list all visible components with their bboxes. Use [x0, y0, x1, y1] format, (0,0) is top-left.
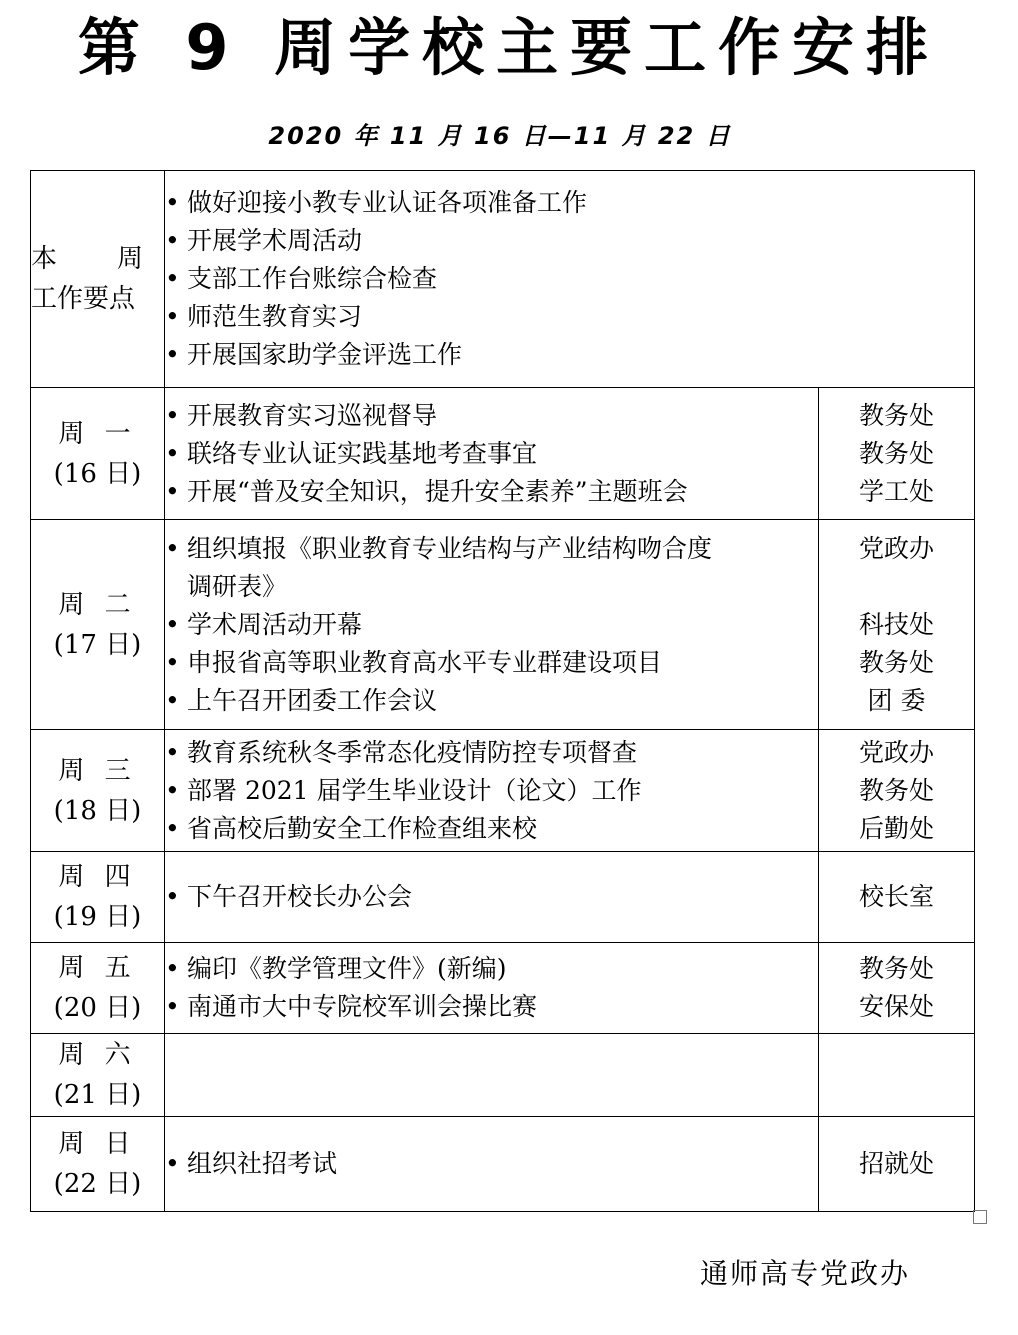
day-row	[31, 730, 975, 852]
weekday: 周 二	[58, 589, 137, 620]
focus-items	[165, 171, 975, 388]
dept-list	[819, 730, 975, 852]
day-label	[31, 1034, 165, 1117]
task-item	[165, 1145, 818, 1183]
bullet-icon: •	[165, 992, 180, 1021]
task-list	[165, 388, 819, 520]
task-text: 教育系统秋冬季常态化疫情防控专项督查	[187, 737, 638, 767]
dept-list	[819, 1034, 975, 1117]
bullet-icon: •	[165, 302, 180, 331]
task-list	[165, 1117, 819, 1212]
task-text: 省高校后勤安全工作检查组来校	[187, 813, 538, 843]
focus-label	[31, 171, 165, 388]
day-date: (20 日)	[53, 993, 142, 1023]
day-date: (19 日)	[53, 902, 142, 932]
task-item	[165, 473, 818, 511]
bullet-icon: •	[165, 685, 180, 715]
day-date: (16 日)	[53, 458, 142, 489]
dept-name: 教务处	[859, 775, 935, 805]
schedule-table	[30, 170, 975, 1212]
weekday: 周 一	[58, 418, 137, 449]
focus-item	[165, 336, 974, 374]
task-item	[165, 530, 818, 568]
task-item	[165, 988, 818, 1026]
dept-name: 党政办	[859, 737, 935, 767]
focus-item	[165, 184, 974, 222]
focus-item-text: 开展学术周活动	[187, 226, 363, 255]
focus-row	[31, 171, 975, 388]
dept-name: 教务处	[859, 954, 935, 983]
dept-list	[819, 943, 975, 1034]
bullet-icon: •	[165, 647, 180, 677]
bullet-icon: •	[165, 340, 180, 369]
bullet-icon: •	[165, 264, 180, 293]
weekday: 周 六	[58, 1040, 137, 1070]
task-item	[165, 878, 818, 916]
weekday: 周 日	[58, 1129, 137, 1159]
day-row	[31, 1117, 975, 1212]
task-text: 组织社招考试	[187, 1149, 338, 1178]
dept-name: 学工处	[859, 476, 935, 506]
dept-list	[819, 520, 975, 730]
day-row	[31, 388, 975, 520]
task-text: 组织填报《职业教育专业结构与产业结构吻合度	[187, 533, 713, 563]
dept-name: 后勤处	[859, 813, 935, 843]
bullet-icon: •	[165, 226, 180, 255]
bullet-icon: •	[165, 737, 180, 767]
focus-item-text: 开展国家助学金评选工作	[187, 340, 463, 369]
bullet-icon: •	[165, 882, 180, 911]
dept-list	[819, 388, 975, 520]
focus-label-line1: 本周	[31, 244, 143, 274]
task-item	[165, 682, 818, 720]
task-text: 部署 2021 届学生毕业设计（论文）工作	[187, 775, 642, 805]
bullet-icon: •	[165, 188, 180, 217]
page-title: 第 9 周学校主要工作安排	[77, 11, 941, 84]
bullet-icon: •	[165, 533, 180, 563]
dept-name: 招就处	[859, 1149, 935, 1178]
dept-name: 安保处	[859, 992, 935, 1021]
bullet-icon: •	[165, 954, 180, 983]
footer-signature: 通师高专党政办	[700, 1257, 911, 1290]
dept-name: 科技处	[859, 609, 935, 639]
task-text: 开展教育实习巡视督导	[187, 400, 438, 430]
day-date: (22 日)	[53, 1169, 142, 1199]
bullet-icon: •	[165, 400, 180, 430]
focus-item-text: 师范生教育实习	[187, 302, 363, 331]
task-list	[165, 1034, 819, 1117]
task-text: 学术周活动开幕	[187, 609, 363, 639]
dept-list	[819, 852, 975, 943]
day-label	[31, 388, 165, 520]
day-label	[31, 1117, 165, 1212]
task-item	[165, 644, 818, 682]
dept-name: 校长室	[859, 882, 935, 911]
dept-name: 党政办	[859, 533, 935, 563]
day-row	[31, 943, 975, 1034]
task-item	[165, 606, 818, 644]
focus-item-text: 做好迎接小教专业认证各项准备工作	[187, 188, 588, 217]
day-label	[31, 943, 165, 1034]
task-item	[165, 734, 818, 772]
day-date: (17 日)	[53, 629, 142, 660]
bullet-icon: •	[165, 438, 180, 468]
task-text: 编印《教学管理文件》(新编)	[187, 954, 507, 983]
bullet-icon: •	[165, 775, 180, 805]
task-list	[165, 852, 819, 943]
task-text: 调研表》	[187, 571, 288, 601]
day-label	[31, 852, 165, 943]
focus-label-line2: 工作要点	[31, 284, 136, 314]
task-text: 下午召开校长办公会	[187, 882, 413, 911]
table-resize-handle[interactable]	[973, 1210, 987, 1224]
task-item	[165, 950, 818, 988]
dept-spacer	[819, 568, 974, 606]
day-row	[31, 852, 975, 943]
day-row	[31, 520, 975, 730]
day-date: (18 日)	[53, 795, 142, 826]
task-list	[165, 520, 819, 730]
bullet-icon: •	[165, 476, 180, 506]
task-text: 联络专业认证实践基地考查事宜	[187, 438, 538, 468]
dept-list	[819, 1117, 975, 1212]
weekday: 周 四	[58, 862, 137, 892]
focus-item	[165, 260, 974, 298]
task-list	[165, 730, 819, 852]
task-item	[165, 810, 818, 848]
weekday: 周 三	[58, 755, 137, 786]
bullet-icon: •	[165, 813, 180, 843]
task-text: 上午召开团委工作会议	[187, 685, 438, 715]
bullet-icon: •	[165, 609, 180, 639]
task-text: 开展“普及安全知识，提升安全素养”主题班会	[187, 476, 688, 506]
dept-name: 教务处	[859, 647, 935, 677]
weekday: 周 五	[58, 953, 137, 983]
day-label	[31, 520, 165, 730]
focus-item	[165, 298, 974, 336]
day-label	[31, 730, 165, 852]
dept-name: 教务处	[859, 438, 935, 468]
bullet-icon: •	[165, 1149, 180, 1178]
task-text: 申报省高等职业教育高水平专业群建设项目	[187, 647, 663, 677]
task-item	[165, 568, 818, 606]
task-item	[165, 772, 818, 810]
date-range: 2020 年 11 月 16 日—11 月 22 日	[268, 122, 732, 150]
task-list	[165, 943, 819, 1034]
day-row	[31, 1034, 975, 1117]
day-date: (21 日)	[53, 1080, 142, 1110]
focus-item	[165, 222, 974, 260]
focus-item-text: 支部工作台账综合检查	[187, 264, 438, 293]
task-item	[165, 435, 818, 473]
dept-name: 教务处	[859, 400, 935, 430]
dept-name: 团 委	[867, 685, 926, 715]
task-item	[165, 397, 818, 435]
task-text: 南通市大中专院校军训会操比赛	[187, 992, 538, 1021]
